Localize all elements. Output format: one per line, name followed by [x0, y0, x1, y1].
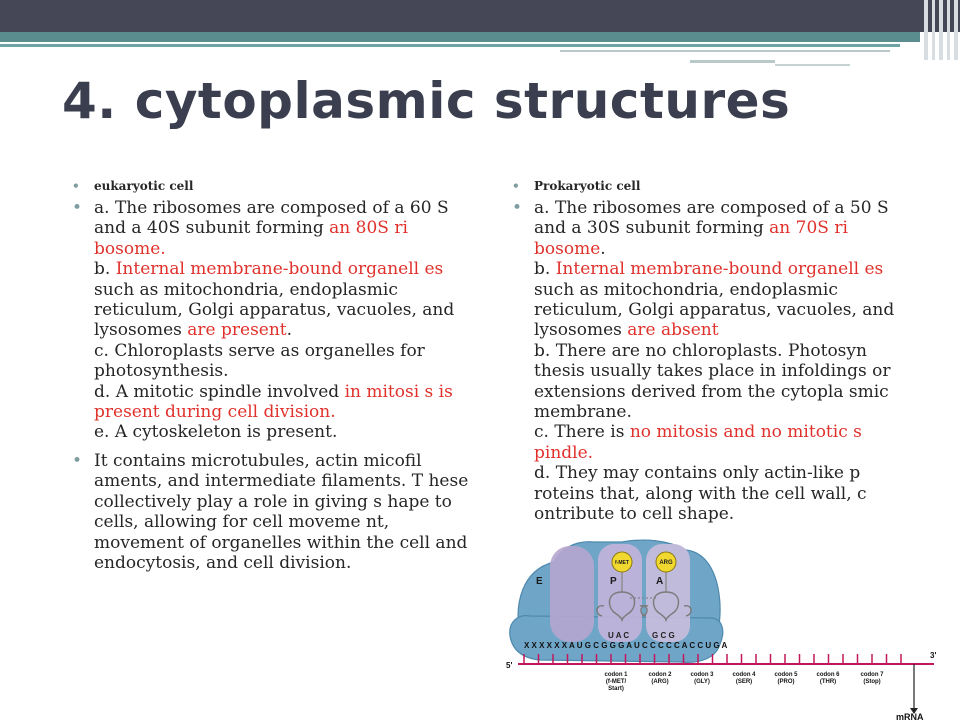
teal-band — [0, 32, 920, 42]
site-e — [550, 546, 594, 642]
bullet-icon: • — [72, 450, 83, 471]
item-e: e. A cytoskeleton is present. — [94, 422, 338, 443]
codon-3-name: codon 3 — [690, 672, 714, 678]
item-a-end: . — [600, 238, 606, 259]
item-a-highlight: an 70S ri bosome — [534, 218, 848, 259]
cytoskeleton-text: It contains microtubules, actin micofil aments, and intermediate filaments. T hese collectively play a role in giving s hape to cells, allowing for cell moveme nt, movement of organelles within the cell and endocytosis, and cell division. — [94, 450, 469, 573]
item-b-end: . — [286, 320, 293, 341]
item-c-highlight: no mitosis and no mitotic s pindle. — [534, 422, 862, 463]
item-c: c. There is — [534, 422, 630, 443]
codon-2-name: codon 2 — [648, 672, 672, 678]
item-d: d. A mitotic spindle involved — [94, 381, 345, 402]
item-b-highlight-2: are absent — [627, 320, 719, 341]
site-a-label: A — [656, 576, 664, 587]
codon-1-aa: (f-MET/ — [605, 679, 627, 685]
prokaryotic-features — [504, 198, 908, 525]
codon-5-aa: (PRO) — [777, 679, 795, 685]
decorative-rule — [775, 64, 850, 66]
site-e-label: E — [536, 576, 543, 587]
codon-7-name: codon 7 — [860, 672, 884, 678]
bullet-icon: • — [72, 198, 83, 218]
item-a: a. The ribosomes are composed of a 60 S and a 40S subunit forming — [94, 198, 449, 239]
codon-2-aa: (ARG) — [651, 679, 669, 685]
bullet-icon: • — [512, 198, 523, 218]
bullet-icon: • — [512, 179, 520, 193]
codon-labels — [604, 672, 884, 692]
item-d: d. They may contains only actin-like p roteins that, along with the cell wall, c ontribute to cell shape. — [534, 463, 867, 525]
codon-1-name: codon 1 — [604, 672, 628, 678]
codon-4-name: codon 4 — [732, 672, 756, 678]
codon-6-name: codon 6 — [816, 672, 840, 678]
anticodon-p: U A C — [608, 631, 630, 640]
cytoskeleton-description — [64, 451, 472, 573]
decorative-rule — [560, 50, 890, 52]
eukaryotic-features — [64, 198, 472, 443]
codon-7-aa: (Stop) — [863, 679, 881, 685]
item-b-highlight: Internal membrane-bound organell es — [555, 259, 884, 280]
codon-6-aa: (THR) — [819, 679, 837, 685]
item-b-prefix: b. — [94, 259, 116, 280]
eukaryotic-column — [64, 178, 472, 581]
ribosome-translation-diagram — [500, 534, 940, 720]
codon-5-name: codon 5 — [774, 672, 798, 678]
mrna-label: mRNA — [896, 712, 924, 720]
item-a: a. The ribosomes are composed of a 50 S and a 30S subunit forming — [534, 198, 889, 239]
decorative-vertical-bars — [920, 0, 960, 60]
site-p-label: P — [610, 576, 617, 587]
item-b-highlight-2: are present — [187, 320, 287, 341]
heading-text: Prokaryotic cell — [534, 179, 641, 193]
trna-a-label: ARG — [659, 560, 673, 566]
anticodon-a: G C G — [652, 631, 675, 640]
top-bar — [0, 0, 960, 32]
prokaryotic-heading — [504, 178, 908, 194]
mrna-sequence: X X X X X X A U G C G G G A U C C C C C A C C U G A — [524, 641, 728, 650]
five-prime-label: 5' — [506, 661, 513, 670]
item-a-highlight: an 80S ri bosome. — [94, 218, 408, 259]
codon-3-aa: (GLY) — [694, 679, 710, 685]
teal-line — [0, 44, 900, 47]
bullet-icon: • — [72, 179, 80, 193]
item-b-highlight: Internal membrane-bound organell es — [115, 259, 444, 280]
item-d-highlight: in mitosi s is present during cell division. — [94, 381, 453, 423]
item-b: such as mitochondria, endoplasmic reticulum, Golgi apparatus, vacuoles, and lysosomes — [534, 279, 895, 341]
eukaryotic-heading — [64, 178, 472, 194]
slide-title: 4. cytoplasmic structures — [62, 72, 791, 130]
item-b-prefix: b. — [534, 259, 556, 280]
three-prime-label: 3' — [930, 651, 937, 660]
item-c: c. Chloroplasts serve as organelles for photosynthesis. — [94, 340, 425, 382]
heading-text: eukaryotic cell — [94, 179, 194, 193]
prokaryotic-column — [504, 178, 908, 533]
trna-p-label: f-MET — [615, 560, 629, 566]
codon-1-extra: Start) — [608, 686, 624, 692]
decorative-rule — [690, 60, 775, 63]
codon-4-aa: (SER) — [735, 679, 753, 685]
item-b2: b. There are no chloroplasts. Photosyn thesis usually takes place in infoldings or extensions derived from the cytopla smic membrane. — [534, 340, 891, 423]
item-b: such as mitochondria, endoplasmic reticulum, Golgi apparatus, vacuoles, and lysosomes — [94, 279, 455, 341]
